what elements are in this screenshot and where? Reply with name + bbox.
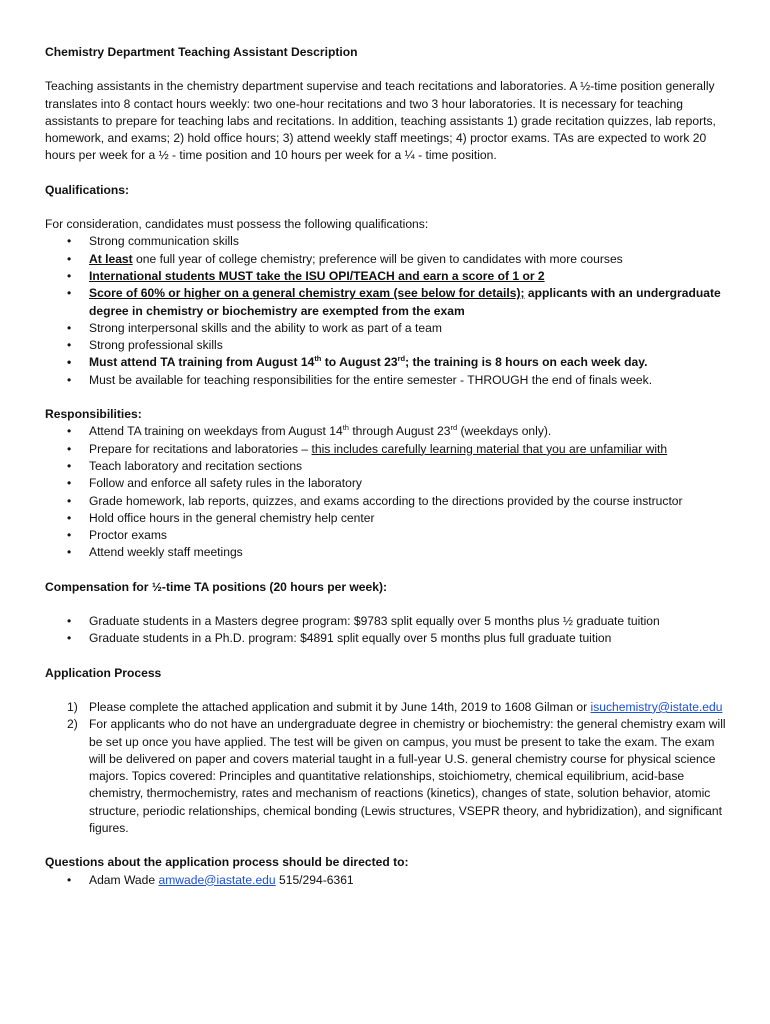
list-item — [45, 493, 730, 510]
list-item — [45, 441, 730, 458]
superscript: rd — [450, 423, 458, 433]
list-item — [45, 527, 730, 544]
responsibility-text: Hold office hours in the general chemistry help center — [89, 510, 375, 525]
qualification-text: Must be available for teaching responsibilities for the entire semester - THROUGH the end of finals week. — [89, 372, 653, 387]
superscript: th — [342, 423, 349, 433]
list-item — [45, 613, 730, 630]
responsibility-text: through August 23 — [348, 424, 451, 439]
qualifications-list — [45, 233, 730, 389]
step-number: 1) — [67, 699, 78, 714]
compensation-heading: Compensation for ½-time TA positions (20 hours per week): — [45, 579, 388, 594]
responsibilities-list — [45, 423, 730, 561]
superscript: rd — [397, 354, 406, 364]
list-item — [45, 320, 730, 337]
document-page — [45, 44, 730, 889]
qualification-text: International students MUST take the ISU OPI/TEACH and earn a score of 1 or 2 — [89, 268, 545, 283]
list-item — [45, 251, 730, 268]
qualification-text: applicants with an undergraduate degree in chemistry or biochemistry are exempted from the exam — [89, 286, 721, 318]
application-steps — [45, 699, 730, 837]
compensation-list — [45, 613, 730, 648]
responsibilities-heading: Responsibilities: — [45, 407, 142, 422]
step-number: 2) — [67, 717, 78, 732]
compensation-text: Graduate students in a Ph.D. program: $4891 split equally over 5 months plus full graduate tuition — [89, 631, 612, 646]
responsibility-text: Attend TA training on weekdays from August 14 — [89, 424, 343, 439]
list-item — [45, 337, 730, 354]
qualifications-lead: For consideration, candidates must possess the following qualifications: — [45, 217, 429, 232]
qualifications-heading: Qualifications: — [45, 182, 129, 197]
list-item — [45, 372, 730, 389]
step-text: Please complete the attached application and submit it by June 14th, 2019 to 1608 Gilman or — [89, 699, 591, 714]
qualification-text: Strong communication skills — [89, 234, 239, 249]
list-item — [45, 716, 730, 837]
contact-phone: 515/294-6361 — [275, 872, 354, 887]
superscript: th — [314, 354, 322, 364]
application-heading: Application Process — [45, 665, 162, 680]
list-item — [45, 354, 730, 371]
qualification-text: Strong interpersonal skills and the ability to work as part of a team — [89, 320, 442, 335]
list-item — [45, 630, 730, 647]
list-item — [45, 458, 730, 475]
responsibility-emphasis: this includes carefully learning material that you are unfamiliar with — [311, 441, 668, 456]
qualification-text: Strong professional skills — [89, 338, 223, 353]
contact-list — [45, 872, 730, 889]
responsibility-text: Grade homework, lab reports, quizzes, and exams according to the directions provided by the course instructor — [89, 493, 683, 508]
qualification-emphasis: At least — [89, 251, 133, 266]
qualification-emphasis: Score of 60% or higher on a general chemistry exam (see below for details); — [89, 286, 525, 301]
responsibility-text: Teach laboratory and recitation sections — [89, 458, 303, 473]
qualification-text: to August 23 — [321, 355, 398, 370]
page-title: Chemistry Department Teaching Assistant Description — [45, 45, 358, 59]
step-text: For applicants who do not have an undergraduate degree in chemistry or biochemistry: the general chemistry exam will be set up once you have applied. The test will be given on campus, you must be present to take the exam. The exam will be delivered on paper and covers material taught in a full-year U.S. general chemistry course for physical science majors. Topics covered: Principles and quantitative relationships, stoichiometry, chemical equilibrium, acid-base chemistry, thermochemistry, rates and mechanism of reactions (kinetics), changes of state, solution behavior, atomic structure, periodic relationships, chemical bonding (Lewis structures, VSEPR theory, and hybridization), and significant figures. — [89, 717, 726, 835]
list-item — [45, 510, 730, 527]
qualification-text: ; the training is 8 hours on each week day. — [405, 355, 648, 370]
responsibility-text: Follow and enforce all safety rules in the laboratory — [89, 476, 362, 491]
qualification-text: one full year of college chemistry; preference will be given to candidates with more courses — [132, 251, 623, 266]
application-email-link[interactable]: isuchemistry@istate.edu — [590, 699, 723, 714]
list-item — [45, 268, 730, 285]
list-item — [45, 872, 730, 889]
list-item — [45, 544, 730, 561]
list-item — [45, 233, 730, 250]
intro-paragraph: Teaching assistants in the chemistry department supervise and teach recitations and laboratories. A ½-time position generally translates into 8 contact hours weekly: two one-hour recitations and two 3 hour laboratories. It is necessary for teaching assistants to prepare for teaching labs and recitations. In addition, teaching assistants 1) grade recitation quizzes, lab reports, homework, and exams; 2) hold office hours; 3) attend weekly staff meetings; 4) proctor exams. TAs are expected to work 20 hours per week for a ½ - time position and 10 hours per week for a ¼ - time position. — [45, 79, 716, 163]
responsibility-text: Proctor exams — [89, 528, 167, 543]
list-item — [45, 285, 730, 320]
responsibility-text: (weekdays only). — [457, 424, 552, 439]
responsibility-text: Attend weekly staff meetings — [89, 545, 243, 560]
list-item — [45, 423, 730, 440]
list-item — [45, 699, 730, 716]
list-item — [45, 475, 730, 492]
contact-name: Adam Wade — [89, 872, 159, 887]
contact-email-link[interactable]: amwade@iastate.edu — [158, 872, 276, 887]
compensation-text: Graduate students in a Masters degree program: $9783 split equally over 5 months plus ½ graduate tuition — [89, 614, 660, 629]
responsibility-text: Prepare for recitations and laboratories – — [89, 441, 312, 456]
questions-heading: Questions about the application process should be directed to: — [45, 855, 409, 870]
qualification-text: Must attend TA training from August 14 — [89, 355, 315, 370]
